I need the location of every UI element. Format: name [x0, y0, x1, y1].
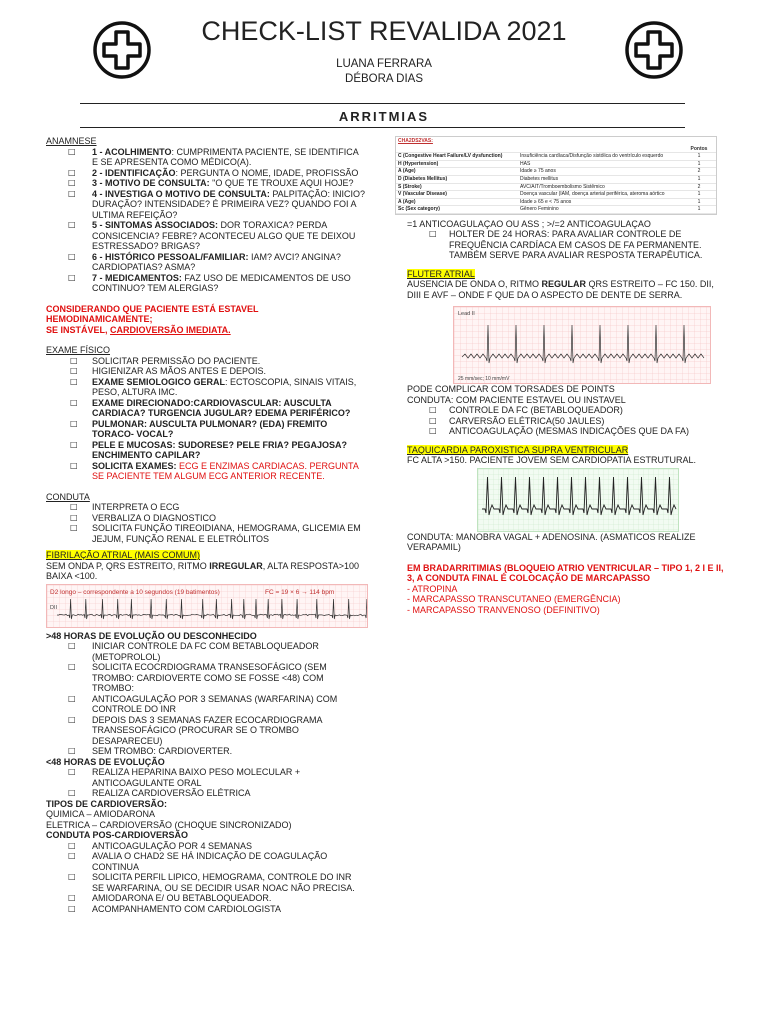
list-item: □ 6 - HISTÓRICO PESSOAL/FAMILIAR: IAM? AVCI? ANGINA? CARDIOPATIAS? ASMA? [46, 252, 366, 273]
tipos-item: QUIMICA – AMIODARONA [46, 809, 156, 819]
table-row: S (Stroke) AVC/AIT/Tromboembolismo Sistêmico 2 [396, 183, 716, 191]
flutter-heading: FLUTER ATRIAL [407, 268, 475, 279]
list-item: □ SOLICITA FUNÇÃO TIREOIDIANA, HEMOGRAMA, GLICEMIA EM JEJUM, FUNÇÃO RENAL E ELETRÓLITOS [46, 523, 366, 544]
list-item: □ REALIZA HEPARINA BAIXO PESO MOLECULAR + ANTICOAGULANTE ORAL [46, 767, 366, 788]
exame-list [46, 356, 366, 482]
flutter-conduta: CONDUTA: COM PACIENTE ESTAVEL OU INSTAVEL [407, 394, 626, 405]
flutter-complication: PODE COMPLICAR COM TORSADES DE POINTS [407, 384, 615, 395]
tipos-heading: TIPOS DE CARDIOVERSÃO: [46, 798, 168, 809]
table-row: C (Congestive Heart Failure/LV dysfunction) Insuficiência cardíaca/Disfunção sistólica do ventrículo esquerdo 1 [396, 153, 716, 161]
table-row: D (Diabetes Mellitus) Diabetes mellitus 1 [396, 175, 716, 183]
list-item: □ SOLICITA EXAMES: ECG E ENZIMAS CARDIACAS. PERGUNTA SE PACIENTE TEM ALGUM ECG ANTERIOR RECENTE. [46, 461, 366, 482]
list-item: □ 1 - ACOLHIMENTO: CUMPRIMENTA PACIENTE, SE IDENTIFICA E SE APRESENTA COMO MÉDICO(A). [46, 147, 366, 168]
list-item: □ AMIODARONA E/ OU BETABLOQUEADOR. [46, 893, 366, 904]
list-item: □ 5 - SINTOMAS ASSOCIADOS: DOR TORAXICA? PERDA CONSICENCIA? FEBRE? ACONTECEU ALGO QUE TE DEIXOU ESTRESSADO? BRIGAS? [46, 220, 366, 252]
list-item: □ ANTICOAGULAÇÃO POR 3 SEMANAS (WARFARINA) COM CONTROLE DO INR [46, 694, 366, 715]
list-item: □ DEPOIS DAS 3 SEMANAS FAZER ECOCARDIOGRAMA TRANSESOFÁGICO (PROCURAR SE O TROMBO DESAPARECEU) [46, 715, 366, 747]
tpsv-description: FC ALTA >150. PACIENTE JOVEM SEM CARDIOPATIA ESTRUTURAL. [407, 455, 696, 466]
table-row: V (Vascular Disease) Doença vascular (IAM, doença arterial periférica, ateroma aórtico 1 [396, 191, 716, 199]
list-item: □ HIGIENIZAR AS MÃOS ANTES E DEPOIS. [46, 366, 366, 377]
exame-heading: EXAME FÍSICO [46, 345, 111, 355]
chads-title: CHA2DS2VAS: [398, 138, 433, 144]
list-item: □ EXAME DIRECIONADO:CARDIOVASCULAR: AUSCULTA CARDIACA? TURGENCIA JUGULAR? EDEMA PERIFÉRICO? [46, 398, 366, 419]
list-item: □ SOLICITA ECOCRDIOGRAMA TRANSESOFÁGICO (SEM TROMBO: CARDIOVERTE COMO SE FOSSE <48) COM TROMBO: [46, 662, 366, 694]
over48-list [46, 641, 366, 757]
over48-heading: >48 HORAS DE EVOLUÇÃO OU DESCONHECIDO [46, 630, 257, 641]
right-column [398, 136, 727, 615]
list-item: □ INTERPRETA O ECG [46, 502, 366, 513]
flutter-ecg-strip [453, 306, 711, 384]
table-row: A (Age) Idade ≥ 65 e < 75 anos 1 [396, 198, 716, 206]
conduta-heading: CONDUTA [46, 491, 90, 502]
section-title: ARRITMIAS [338, 109, 430, 124]
author-name: DÉBORA DIAS [345, 73, 423, 85]
list-item: □ 4 - INVESTIGA O MOTIVO DE CONSULTA: PALPITAÇÃO: INICIO? DURAÇÃO? INTENSIDADE? É PRIMEIRA VEZ? QUANDO FOI A ULTIMA REFEIÇÃO? [46, 189, 366, 221]
anticoag-rule: =1 ANTICOAGULAÇAO OU ASS ; >/=2 ANTICOAGULAÇAO [407, 218, 651, 229]
list-item: □ CONTROLE DA FC (BETABLOQUEADOR) [407, 405, 727, 416]
flutter-description: AUSENCIA DE ONDA O, RITMO REGULAR QRS ESTREITO – FC 150. DII, DIII E AVF – ONDE F QUE DA O ASPECTO DE DENTE DE SERRA. [407, 279, 714, 300]
tpsv-heading: TAQUICARDIA PAROXISTICA SUPRA VENTRICULAR [407, 444, 629, 455]
list-item: □ SEM TROMBO: CARDIOVERTER. [46, 746, 366, 757]
list-item: □ AVALIA O CHAD2 SE HÁ INDICAÇÃO DE COAGULAÇÃO CONTINUA [46, 851, 366, 872]
chads-points-header: Pontos [682, 146, 716, 153]
list-item: □ CARVERSÃO ELÉTRICA(50 JAULES) [407, 416, 727, 427]
list-item: □ HOLTER DE 24 HORAS: PARA AVALIAR CONTROLE DE FREQUÊNCIA CARDÍACA EM CASOS DE FA PERMANENTE. TAMBÉM SERVE PARA AVALIAR RESPOSTA TERAPÊUTICA. [407, 229, 727, 261]
pos-heading: CONDUTA POS-CARDIOVERSÃO [46, 830, 189, 840]
list-item: □ PELE E MUCOSAS: SUDORESE? PELE FRIA? PEGAJOSA? ENCHIMENTO CAPILAR? [46, 440, 366, 461]
list-item: - ATROPINA [407, 583, 458, 594]
holter-list [407, 229, 727, 261]
list-item: □ SOLICITAR PERMISSÃO DO PACIENTE. [46, 356, 366, 367]
list-item: - MARCAPASSO TRANSCUTANEO (EMERGÊNCIA) [407, 594, 621, 605]
conduta-list [46, 502, 366, 544]
list-item: □ INICIAR CONTROLE DA FC COM BETABLOQUEADOR (METOPROLOL) [46, 641, 366, 662]
fa-ecg-strip [46, 584, 368, 628]
tipos-item: ELETRICA – CARDIOVERSÃO (CHOQUE SINCRONIZADO) [46, 819, 292, 830]
list-item: □ ANTICOAGULAÇÃO (MESMAS INDICAÇÕES QUE DA FA) [407, 426, 727, 437]
list-item: □ PULMONAR: AUSCULTA PULMONAR? (EDA) FREMITO TORACO- VOCAL? [46, 419, 366, 440]
list-item: □ ANTICOAGULAÇÃO POR 4 SEMANAS [46, 841, 366, 852]
anamnese-heading: ANAMNESE [46, 136, 97, 146]
list-item: - MARCAPASSO TRANVENOSO (DEFINITIVO) [407, 604, 600, 615]
tpsv-ecg-strip [477, 468, 679, 532]
list-item: □ SOLICITA PERFIL LIPICO, HEMOGRAMA, CONTROLE DO INR SE WARFARINA, OU SE DECIDIR USAR NOAC NÃO PRECISA. [46, 872, 366, 893]
ecg-lead: Lead II [458, 311, 475, 318]
author-name: LUANA FERRARA [336, 58, 432, 70]
ecg-lead: DII [50, 604, 58, 611]
divider [80, 127, 685, 128]
ecg-fc: FC = 19 × 6 → 114 bpm [265, 588, 335, 596]
list-item: □ 2 - IDENTIFICAÇÃO: PERGUNTA O NOME, IDADE, PROFISSÃO [46, 168, 366, 179]
ecg-caption: D2 longo – correspondente a 10 segundos (19 batimentos) [50, 588, 220, 596]
list-item: □ VERBALIZA O DIAGNOSTICO [46, 513, 366, 524]
list-item: □ 3 - MOTIVO DE CONSULTA: "O QUE TE TROUXE AQUI HOJE? [46, 178, 366, 189]
brady-heading: EM BRADARRITIMIAS (BLOQUEIO ATRIO VENTRICULAR – TIPO 1, 2 I E II, 3, A CONDUTA FINAL É COLOCAÇÃO DE MARCAPASSO [407, 562, 724, 584]
list-item: □ 7 - MEDICAMENTOS: FAZ USO DE MEDICAMENTOS DE USO CONTINUO? TEM ALERGIAS? [46, 273, 366, 294]
list-item: □ EXAME SEMIOLOGICO GERAL: ECTOSCOPIA, SINAIS VITAIS, PESO, ALTURA IMC. [46, 377, 366, 398]
table-row: H (Hypertension) HAS 1 [396, 160, 716, 168]
fa-heading: FIBRILAÇÃO ATRIAL (MAIS COMUM) [46, 550, 201, 560]
divider [80, 103, 685, 104]
flutter-list [407, 405, 727, 437]
left-column [46, 136, 366, 914]
stability-warning: CONSIDERANDO QUE PACIENTE ESTÁ ESTAVEL HEMODINAMICAMENTE; SE INSTÁVEL, CARDIOVERSÃO IMEDIATA. [46, 303, 259, 335]
table-row: Sc (Sex category) Gênero Feminino 1 [396, 206, 716, 214]
pos-list [46, 841, 366, 915]
under48-list [46, 767, 366, 799]
page-title: CHECK-LIST REVALIDA 2021 [201, 16, 567, 46]
list-item: □ REALIZA CARDIOVERSÃO ELÉTRICA [46, 788, 366, 799]
list-item: □ ACOMPANHAMENTO COM CARDIOLOGISTA [46, 904, 366, 915]
under48-heading: <48 HORAS DE EVOLUÇÃO [46, 756, 165, 767]
ecg-scale: 25 mm/sec; 10 mm/mV [458, 376, 510, 383]
tpsv-conduta: CONDUTA: MANOBRA VAGAL + ADENOSINA. (ASMATICOS REALIZE VERAPAMIL) [407, 531, 696, 553]
table-row: A (Age) Idade ≥ 75 anos 2 [396, 168, 716, 176]
chads-table [395, 136, 717, 215]
fa-description: SEM ONDA P, QRS ESTREITO, RITMO IRREGULAR, ALTA RESPOSTA>100 BAIXA <100. [46, 560, 360, 581]
anamnese-list [46, 147, 366, 294]
